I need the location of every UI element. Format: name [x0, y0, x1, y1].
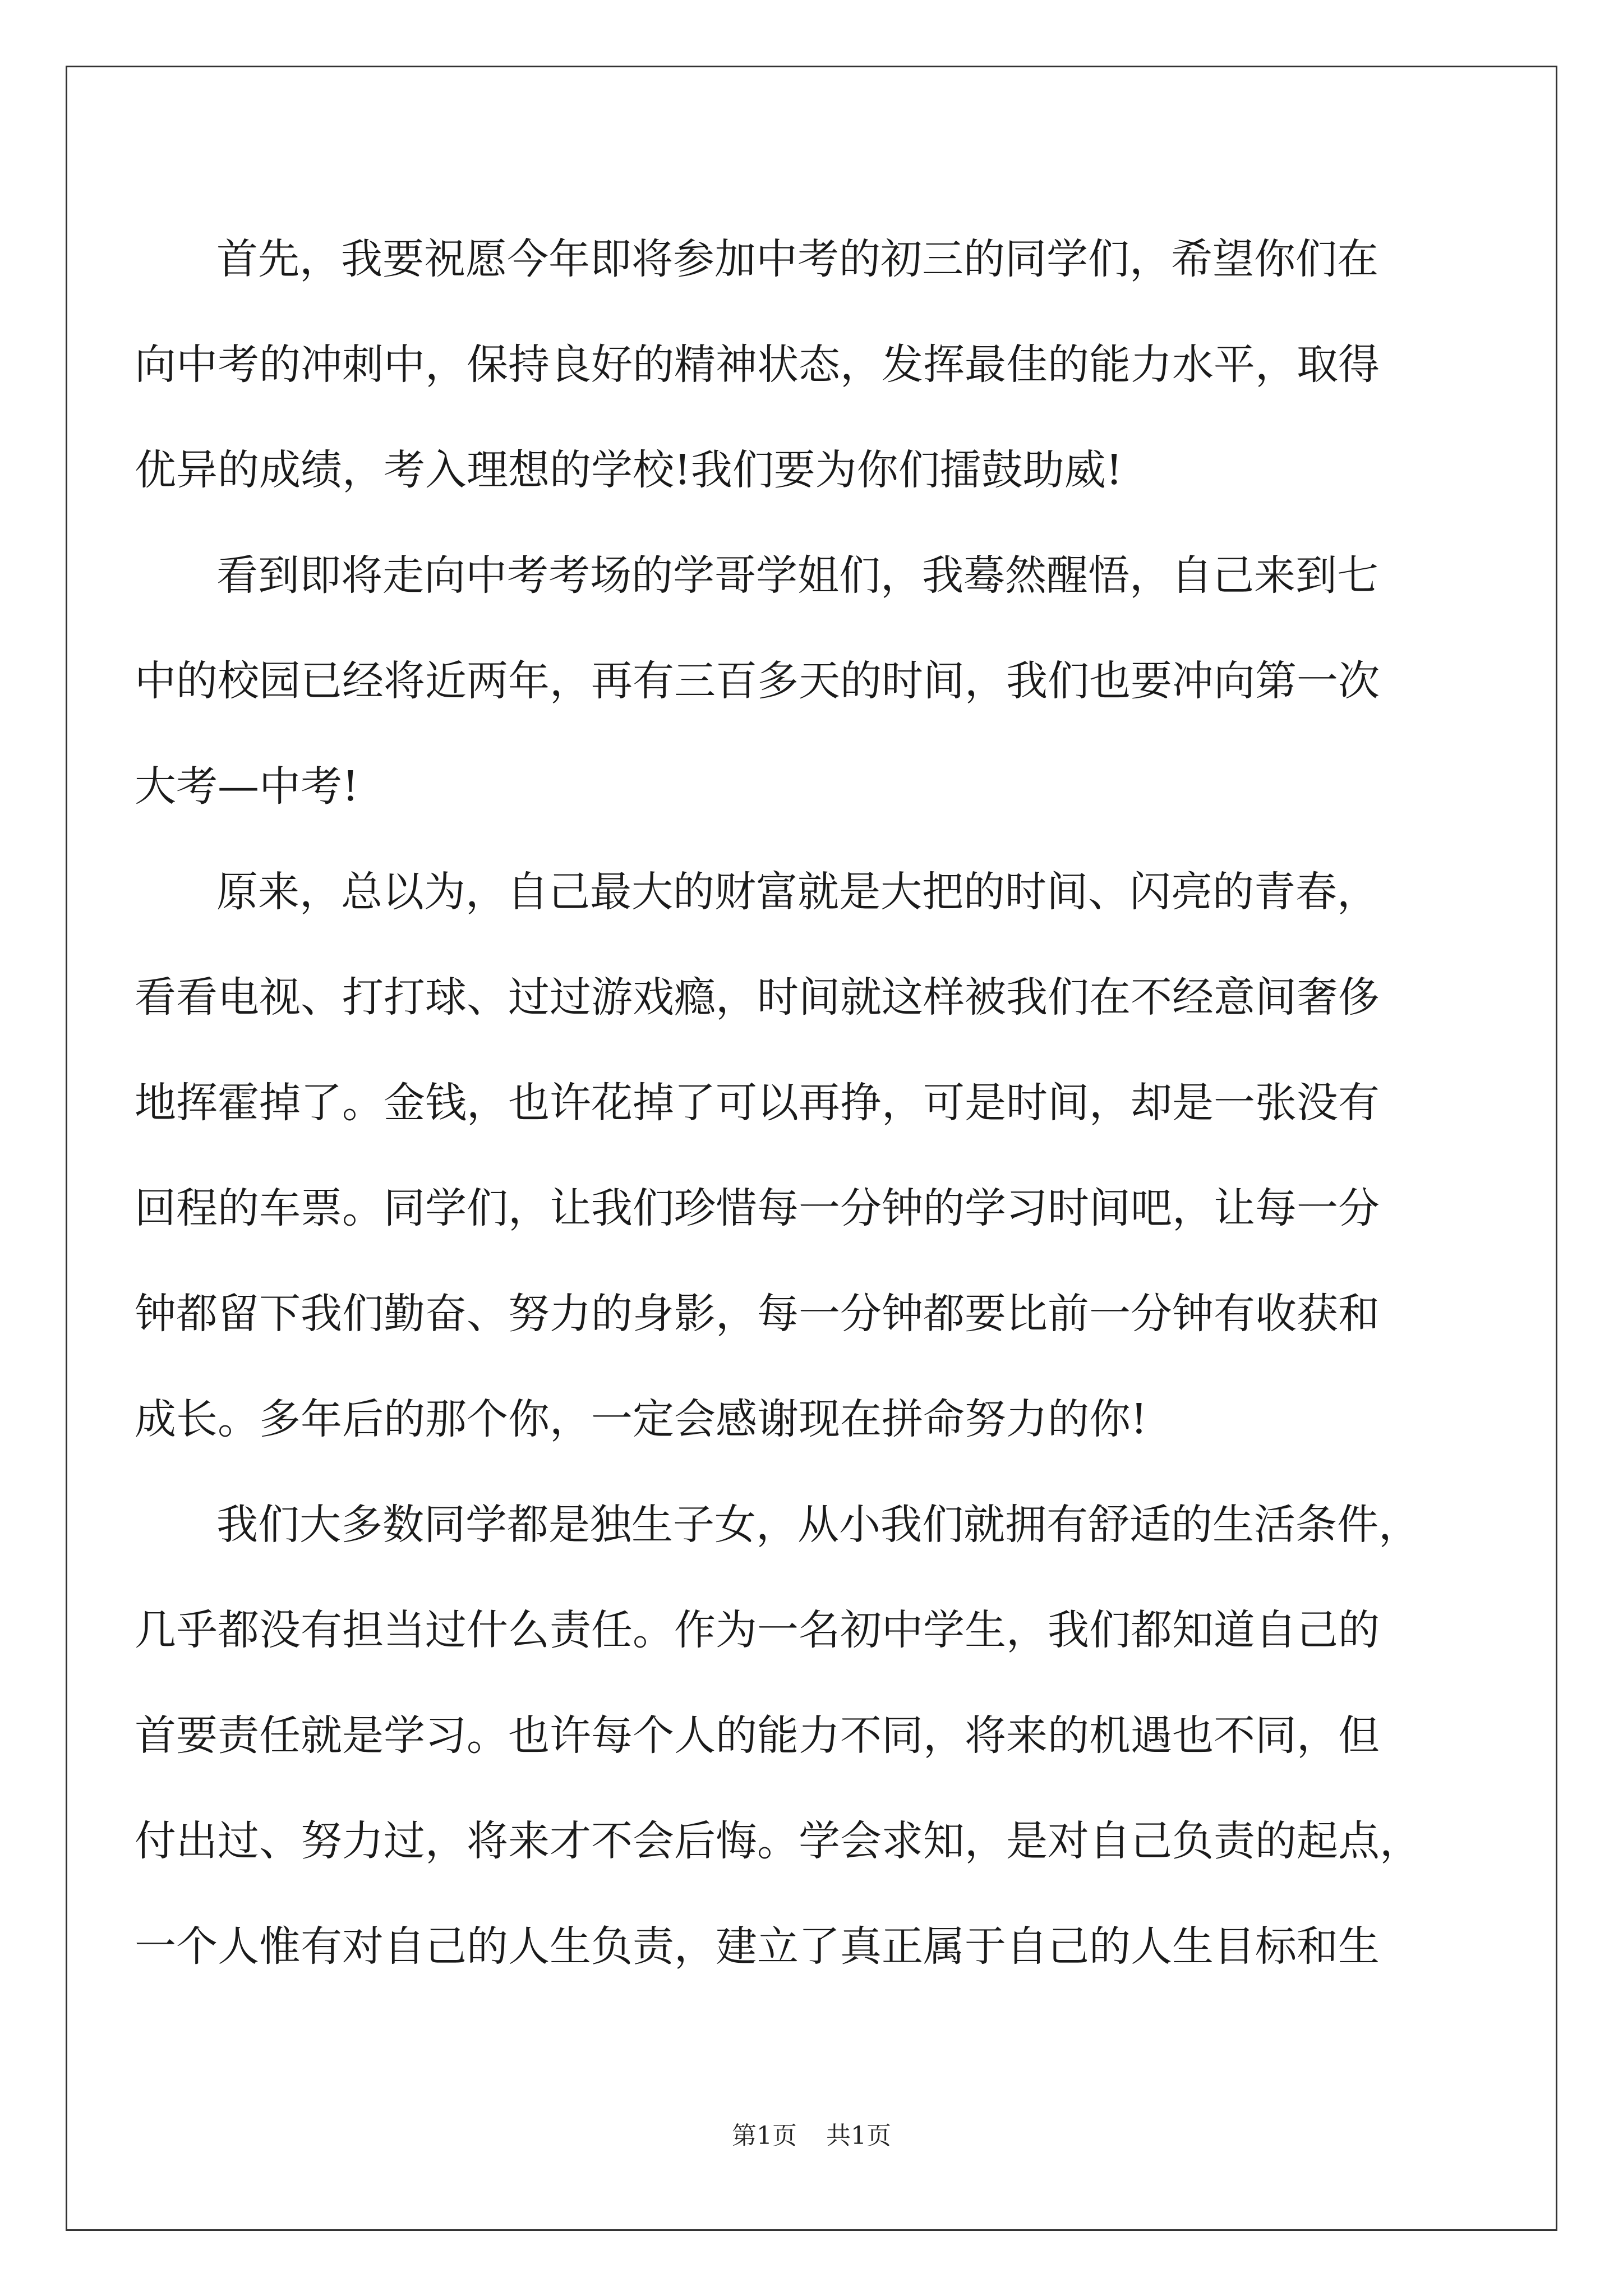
- page-footer: [0, 2119, 1623, 2153]
- text-line: 一个人惟有对自己的人生负责，建立了真正属于自己的人生目标和生: [135, 1922, 1380, 1971]
- text-line: 看到即将走向中考考场的学哥学姐们，我蓦然醒悟，自己来到七: [216, 551, 1378, 600]
- text-line: 钟都留下我们勤奋、努力的身影，每一分钟都要比前一分钟有收获和: [135, 1290, 1380, 1338]
- text-line: 原来，总以为，自己最大的财富就是大把的时间、闪亮的青春，: [216, 868, 1378, 916]
- paragraph: [135, 839, 1424, 1472]
- page-number: 第1页: [732, 2122, 797, 2150]
- text-line: 回程的车票。同学们，让我们珍惜每一分钟的学习时间吧，让每一分: [135, 1184, 1380, 1232]
- paragraph: [135, 1472, 1424, 1999]
- text-line: 优异的成绩，考入理想的学校!我们要为你们擂鼓助威!: [135, 446, 1123, 494]
- text-line: 地挥霍掉了。金钱，也许花掉了可以再挣，可是时间，却是一张没有: [135, 1079, 1380, 1127]
- text-line: 几乎都没有担当过什么责任。作为一名初中学生，我们都知道自己的: [135, 1606, 1380, 1654]
- text-line: 首先，我要祝愿今年即将参加中考的初三的同学们，希望你们在: [216, 235, 1378, 283]
- text-line: 中的校园已经将近两年，再有三百多天的时间，我们也要冲向第一次: [135, 657, 1380, 705]
- text-line: 看看电视、打打球、过过游戏瘾，时间就这样被我们在不经意间奢侈: [135, 973, 1380, 1022]
- document-body: [135, 206, 1424, 1999]
- text-line: 首要责任就是学习。也许每个人的能力不同，将来的机遇也不同，但: [135, 1711, 1380, 1760]
- text-line: 我们大多数同学都是独生子女，从小我们就拥有舒适的生活条件，: [216, 1501, 1420, 1549]
- text-line: 付出过、努力过，将来才不会后悔。学会求知，是对自己负责的起点，: [135, 1817, 1421, 1865]
- page-total: 共1页: [826, 2122, 891, 2150]
- text-line: 向中考的冲刺中，保持良好的精神状态，发挥最佳的能力水平，取得: [135, 341, 1380, 389]
- paragraph: [135, 206, 1424, 523]
- paragraph: [135, 523, 1424, 839]
- text-line: 成长。多年后的那个你，一定会感谢现在拼命努力的你!: [135, 1395, 1147, 1443]
- text-line: 大考—中考!: [135, 762, 359, 811]
